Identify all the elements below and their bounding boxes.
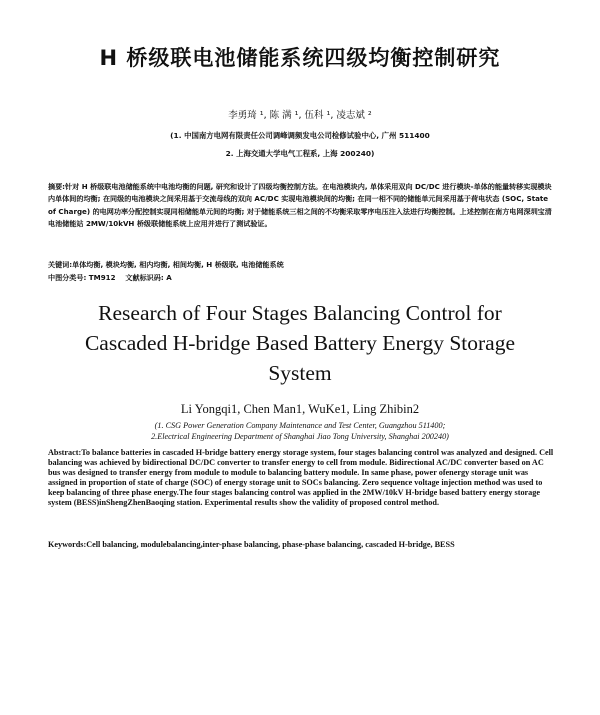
chinese-authors: 李勇琦 ¹, 陈 满 ¹, 伍科 ¹, 凌志斌 ² bbox=[228, 110, 372, 121]
english-abstract-label: Abstract: bbox=[48, 448, 82, 457]
english-abstract bbox=[48, 448, 558, 509]
class-label: 中图分类号: bbox=[48, 273, 87, 282]
english-affiliation-2: 2.Electrical Engineering Department of Shanghai Jiao Tong University, Shanghai 200240) bbox=[151, 432, 449, 441]
english-title-line-2: Cascaded H-bridge Based Battery Energy Storage bbox=[84, 331, 516, 355]
english-title bbox=[0, 298, 600, 388]
doc-code-label: 文献标识码: bbox=[125, 273, 164, 282]
english-title-line-1: Research of Four Stages Balancing Control for bbox=[98, 301, 502, 325]
english-keywords-text: Cell balancing, modulebalancing,inter-phase balancing, phase-phase balancing, cascaded H-bridge, BESS bbox=[86, 540, 455, 549]
doc-code-value: A bbox=[166, 273, 172, 282]
english-affiliation-1: (1. CSG Power Generation Company Maintenance and Test Center, Guangzhou 511400; bbox=[154, 421, 446, 430]
chinese-keywords-label: 关键词: bbox=[48, 260, 73, 269]
chinese-keywords bbox=[48, 260, 558, 270]
chinese-title: H 桥级联电池储能系统四级均衡控制研究 bbox=[99, 46, 501, 70]
english-keywords-label: Keywords: bbox=[48, 540, 87, 549]
chinese-affiliation-2: 2. 上海交通大学电气工程系, 上海 200240) bbox=[225, 149, 375, 158]
english-authors: Li Yongqi1, Chen Man1, WuKe1, Ling Zhibin2 bbox=[180, 402, 420, 416]
english-title-line-3: System bbox=[268, 361, 332, 385]
chinese-abstract bbox=[48, 181, 558, 231]
class-value: TM912 bbox=[88, 273, 116, 282]
english-abstract-text: To balance batteries in cascaded H-bridge battery energy storage system, four stages balancing control was analyzed and designed. Cell balancing was achieved by bidirectional DC/DC converter to transfer energy to cell from module. Bidirectional AC/DC converter based on AC bus was designed to transfer energy from module to module to balancing battery module. In same phase, power ofenergy storage unit was assigned in proportion of state of charge (SOC) of energy storage unit to SOCs balancing. Zero sequence voltage injection method was used to keep balancing of three phase energy.The four stages balancing control was applied in the 2MW/10kV H-bridge based battery energy storage system (BESS)inShengZhenBaoqing station. Experimental results show the validity of proposed control method. bbox=[48, 448, 554, 508]
chinese-keywords-text: 单体均衡, 模块均衡, 相内均衡, 相间均衡, H 桥级联, 电池储能系统 bbox=[72, 260, 284, 269]
chinese-affiliation-1: (1. 中国南方电网有限责任公司调峰调频发电公司检修试验中心, 广州 511400 bbox=[170, 131, 430, 140]
chinese-abstract-text: 针对 H 桥级联电池储能系统中电池均衡的问题, 研究和设计了四级均衡控制方法。在电池模块内, 单体采用双向 DC/DC 进行模块-单体的能量转移实现模块内单体间的均衡; 在同级的电池模块之间采用基于交流母线的双向 AC/DC 实现电池模块间的均衡; 在同一相不同的储能单元间采用基于荷电状态 (SOC, State of Charge) 的电网功率分配控制实现同相储能单元间的均衡; 对于储能系统三相之间的不均衡采取零序电压注入法进行均衡控制。上述控制在南方电网深圳宝清电池储能站 2MW/10kVH 桥级联储能系统上应用并进行了测试验证。 bbox=[48, 182, 552, 229]
classification-line bbox=[48, 273, 558, 283]
english-keywords bbox=[48, 540, 558, 550]
chinese-abstract-label: 摘要: bbox=[48, 182, 66, 191]
